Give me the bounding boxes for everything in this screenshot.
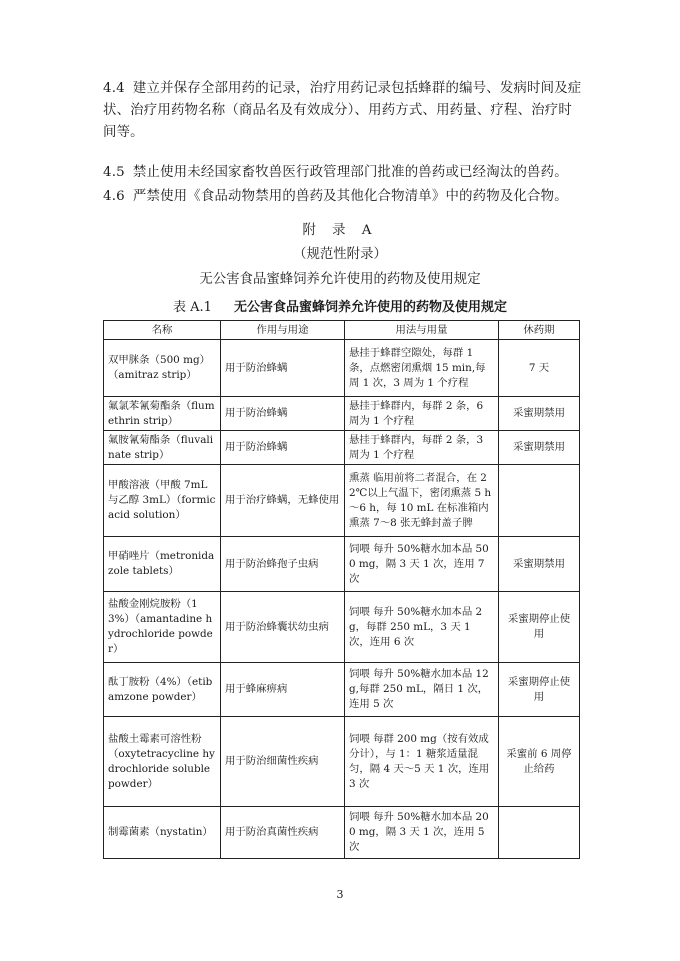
cell-dosage: 悬挂于蜂群内，每群 2 条，6 周为 1 个疗程: [345, 397, 499, 431]
table-number: 表 A.1: [173, 300, 212, 315]
cell-dosage: 悬挂于蜂群空隙处，每群 1 条，点燃密闭熏烟 15 min,每周 1 次，3 周为 1 个疗程: [345, 340, 499, 397]
cell-use: 用于防治真菌性疾病: [221, 807, 345, 859]
cell-withdrawal: 采蜜期禁用: [499, 431, 580, 465]
cell-name: 制霉菌素（nystatin）: [104, 807, 221, 859]
header-withdrawal: 休药期: [499, 321, 580, 340]
cell-withdrawal: 7 天: [499, 340, 580, 397]
cell-withdrawal: 采蜜前 6 周停止给药: [499, 717, 580, 807]
table-row: [104, 663, 580, 717]
cell-use: 用于治疗蜂螨，无蜂使用: [221, 465, 345, 537]
table-row: [104, 340, 580, 397]
cell-name: 盐酸土霉素可溶性粉（oxytetracycline hydrochloride soluble powder）: [104, 717, 221, 807]
table-row: [104, 397, 580, 431]
header-name: 名称: [104, 321, 221, 340]
cell-name: 甲硝唑片（metronidazole tablets）: [104, 537, 221, 592]
section-text: 严禁使用《食品动物禁用的兽药及其他化合物清单》中的药物及化合物。: [132, 189, 568, 204]
header-dosage: 用法与用量: [345, 321, 499, 340]
appendix-description: 无公害食品蜜蜂饲养允许使用的药物及使用规定: [199, 272, 481, 287]
cell-withdrawal: [499, 807, 580, 859]
cell-use: 用于防治蜂螨: [221, 340, 345, 397]
cell-dosage: 饲喂 每升 50%糖水加本品 2 g，每群 250 mL，3 天 1 次，连用 6 次: [345, 592, 499, 663]
cell-name: 双甲脒条（500 mg）（amitraz strip）: [104, 340, 221, 397]
section-number: 4.5: [103, 165, 125, 180]
cell-dosage: 饲喂 每升 50%糖水加本品 500 mg，隔 3 天 1 次，连用 7 次: [345, 537, 499, 592]
cell-withdrawal: 采蜜期禁用: [499, 397, 580, 431]
section-text: 禁止使用未经国家畜牧兽医行政管理部门批准的兽药或已经淘汰的兽药。: [132, 165, 568, 180]
cell-name: 酞丁胺粉（4%）（etibamzone powder）: [104, 663, 221, 717]
table-row: [104, 465, 580, 537]
table-header-row: [104, 321, 580, 340]
cell-name: 甲酸溶液（甲酸 7mL 与乙醇 3mL）（formic acid solution）: [104, 465, 221, 537]
section-text: 建立并保存全部用药的记录，治疗用药记录包括蜂群的编号、发病时间及症状、治疗用药物名称（商品名及有效成分）、用药方式、用药量、疗程、治疗时间等。: [103, 81, 582, 140]
appendix-type: （规范性附录）: [293, 247, 387, 262]
appendix-title: 附 录 A: [302, 223, 378, 238]
cell-dosage: 悬挂于蜂群内，每群 2 条，3 周为 1 个疗程: [345, 431, 499, 465]
table-row: [104, 807, 580, 859]
cell-dosage: 饲喂 每群 200 mg（按有效成分计），与 1：1 糖浆适量混匀，隔 4 天～5 天 1 次，连用 3 次: [345, 717, 499, 807]
table-caption-text: 无公害食品蜜蜂饲养允许使用的药物及使用规定: [233, 300, 507, 315]
table-caption: [0, 296, 680, 315]
section-number: 4.6: [103, 189, 125, 204]
table-row: [104, 537, 580, 592]
cell-withdrawal: 采蜜期停止使用: [499, 663, 580, 717]
table-row: [104, 431, 580, 465]
cell-use: 用于防治蜂螨: [221, 397, 345, 431]
cell-name: 氟胺氰菊酯条（fluvalinate strip）: [104, 431, 221, 465]
cell-name: 盐酸金刚烷胺粉（13%）（amantadine hydrochloride powder）: [104, 592, 221, 663]
table-row: [104, 717, 580, 807]
cell-use: 用于防治蜂孢子虫病: [221, 537, 345, 592]
drug-table: [103, 320, 580, 859]
section-4-6: [103, 186, 585, 208]
cell-name: 氟氯苯氰菊酯条（flumethrin strip）: [104, 397, 221, 431]
page-number: 3: [336, 888, 344, 901]
cell-use: 用于防治蜂囊状幼虫病: [221, 592, 345, 663]
cell-withdrawal: 采蜜期禁用: [499, 537, 580, 592]
cell-withdrawal: [499, 465, 580, 537]
table-row: [104, 592, 580, 663]
cell-use: 用于防治蜂螨: [221, 431, 345, 465]
cell-dosage: 饲喂 每升 50%糖水加本品 12 g,每群 250 mL，隔日 1 次，连用 5 次: [345, 663, 499, 717]
header-use: 作用与用途: [221, 321, 345, 340]
cell-use: 用于防治细菌性疾病: [221, 717, 345, 807]
cell-use: 用于蜂麻痹病: [221, 663, 345, 717]
section-number: 4.4: [103, 81, 125, 96]
section-4-5: [103, 162, 585, 184]
section-4-4: [103, 78, 585, 144]
cell-dosage: 熏蒸 临用前将二者混合，在 22℃以上气温下，密闭熏蒸 5 h～6 h，每 10 mL 在标准箱内熏蒸 7～8 张无蜂封盖子脾: [345, 465, 499, 537]
cell-dosage: 饲喂 每升 50%糖水加本品 200 mg，隔 3 天 1 次，连用 5 次: [345, 807, 499, 859]
cell-withdrawal: 采蜜期停止使用: [499, 592, 580, 663]
